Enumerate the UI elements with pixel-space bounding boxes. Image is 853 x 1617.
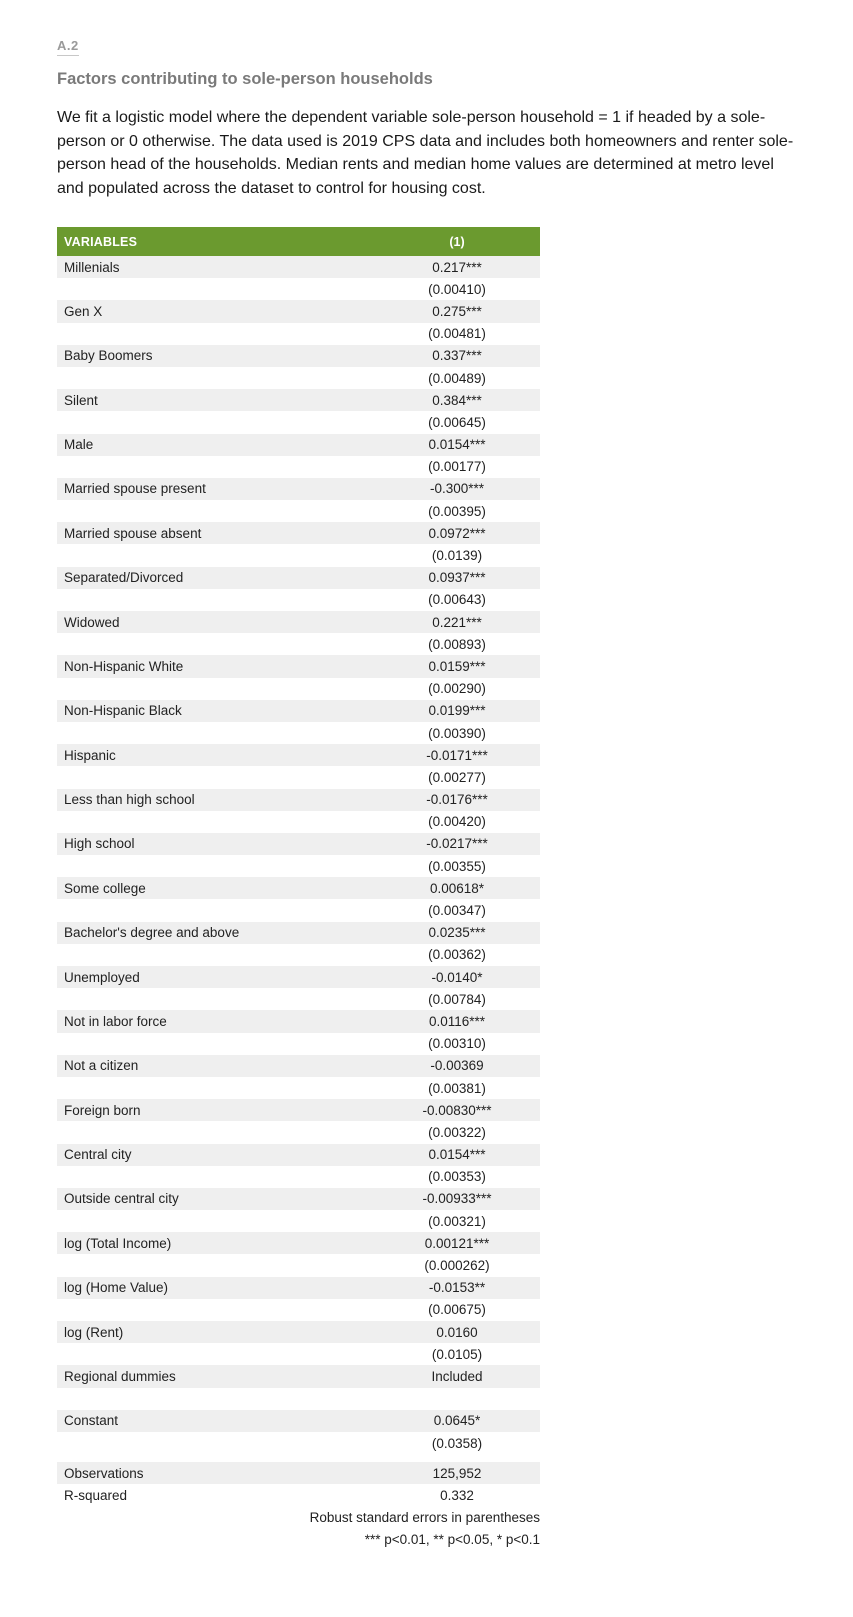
intro-paragraph: We fit a logistic model where the dependent variable sole-person household = 1 if headed by a sole-person or 0 otherwise. The data used is 2019 CPS data and includes both homeowners and renter sole-person head of the households. Median rents and median home values are determined at metro level and populated across the dataset to control for housing cost. [57, 109, 794, 197]
table-row [57, 1365, 540, 1387]
table-row-se [57, 722, 540, 744]
table-row [57, 655, 540, 677]
table-row-se [57, 855, 540, 877]
standard-error: (0.00381) [428, 1080, 486, 1096]
table-row-se [57, 1432, 540, 1454]
variable-name: Non-Hispanic Black [64, 703, 182, 719]
section-id: A.2 [57, 38, 79, 56]
standard-error: (0.00410) [428, 281, 486, 297]
table-row-se [57, 367, 540, 389]
coefficient: 0.217*** [432, 259, 482, 275]
variable-name: High school [64, 836, 135, 852]
variable-name: Silent [64, 392, 98, 408]
coefficient: 0.00618* [429, 880, 485, 896]
table-header [57, 227, 540, 256]
coefficient: 0.0199*** [428, 703, 486, 719]
standard-error: (0.00177) [428, 459, 486, 475]
coefficient: 0.0645* [433, 1413, 481, 1429]
variable-name: Unemployed [64, 969, 140, 985]
coefficient: 0.0154*** [428, 437, 486, 453]
coefficient: 0.0235*** [428, 925, 486, 941]
standard-error: (0.00489) [428, 370, 486, 386]
table-row [57, 966, 540, 988]
standard-error: (0.00321) [428, 1213, 486, 1229]
coefficient: -0.0176*** [426, 792, 488, 808]
table-row [57, 611, 540, 633]
table-body [57, 256, 540, 1454]
coefficient: -0.0153** [428, 1280, 486, 1296]
table-row [57, 922, 540, 944]
standard-error: (0.00310) [428, 1036, 486, 1052]
standard-error: (0.00893) [428, 636, 486, 652]
standard-error: (0.00355) [428, 858, 486, 874]
table-row [57, 1099, 540, 1121]
standard-error: (0.00784) [428, 991, 486, 1007]
variable-name: Non-Hispanic White [64, 658, 184, 674]
variable-name: log (Total Income) [64, 1235, 172, 1251]
table-row-se [57, 899, 540, 921]
coefficient: -0.00830*** [422, 1102, 492, 1118]
variable-name: Some college [64, 880, 146, 896]
variable-name: Widowed [64, 614, 120, 630]
table-row [57, 1010, 540, 1032]
table-row-se [57, 1033, 540, 1055]
table-row-se [57, 589, 540, 611]
table-row [57, 256, 540, 278]
table-row [57, 434, 540, 456]
header-model-1: (1) [449, 234, 465, 249]
table-row-se [57, 1210, 540, 1232]
variable-name: Male [64, 437, 94, 453]
variable-name: Regional dummies [64, 1368, 176, 1384]
table-row [57, 1321, 540, 1343]
observations-row [57, 1462, 540, 1484]
table-row-se [57, 411, 540, 433]
table-row [57, 389, 540, 411]
variable-name: log (Home Value) [64, 1280, 169, 1296]
variable-name: Gen X [64, 303, 103, 319]
variable-name: Central city [64, 1147, 132, 1163]
variable-name: Married spouse present [64, 481, 206, 497]
table-row [57, 1055, 540, 1077]
standard-error: (0.00420) [428, 814, 486, 830]
coefficient: 0.0160 [436, 1324, 478, 1340]
table-row [57, 1144, 540, 1166]
coefficient: 0.00121*** [424, 1235, 490, 1251]
table-row [57, 478, 540, 500]
variable-name: Foreign born [64, 1102, 141, 1118]
standard-error: (0.00322) [428, 1124, 486, 1140]
table-row [57, 1232, 540, 1254]
note-robust-se: Robust standard errors in parentheses [309, 1509, 540, 1525]
table-row-se [57, 1388, 540, 1410]
table-row-se [57, 944, 540, 966]
table-row-se [57, 1077, 540, 1099]
table-row-se [57, 766, 540, 788]
table-row [57, 522, 540, 544]
table-row [57, 833, 540, 855]
coefficient: 0.384*** [432, 392, 482, 408]
standard-error: (0.00675) [428, 1302, 486, 1318]
standard-error: (0.00481) [428, 326, 486, 342]
note-significance: *** p<0.01, ** p<0.05, * p<0.1 [364, 1532, 540, 1547]
coefficient: -0.00369 [430, 1058, 484, 1074]
coefficient: -0.0171*** [426, 747, 488, 763]
table-row [57, 1277, 540, 1299]
variable-name: Not in labor force [64, 1013, 167, 1029]
coefficient: -0.00933*** [422, 1191, 492, 1207]
header-variables: VARIABLES [64, 234, 138, 249]
table-row-se [57, 323, 540, 345]
standard-error: (0.0139) [431, 548, 483, 564]
variable-name: Not a citizen [64, 1058, 139, 1074]
coefficient: 0.0937*** [428, 570, 486, 586]
observations-label: Observations [64, 1465, 144, 1481]
coefficient: Included [431, 1368, 483, 1384]
observations-value: 125,952 [432, 1465, 482, 1481]
variable-name: log (Rent) [64, 1324, 124, 1340]
standard-error: (0.00645) [428, 414, 486, 430]
table-row-se [57, 544, 540, 566]
standard-error: (0.00643) [428, 592, 486, 608]
table-row [57, 567, 540, 589]
table-row-se [57, 1343, 540, 1365]
standard-error: (0.00362) [428, 947, 486, 963]
table-row-se [57, 633, 540, 655]
coefficient: 0.275*** [432, 303, 482, 319]
standard-error: (0.00390) [428, 725, 486, 741]
table-row [57, 300, 540, 322]
table-row [57, 345, 540, 367]
section-title: Factors contributing to sole-person households [57, 70, 433, 88]
standard-error: (0.00290) [428, 681, 486, 697]
table-row [57, 744, 540, 766]
table-row-se [57, 500, 540, 522]
coefficient: 0.0116*** [428, 1013, 486, 1029]
standard-error: (0.0358) [431, 1435, 483, 1451]
table-row-se [57, 1254, 540, 1276]
coefficient: -0.0140* [431, 969, 483, 985]
variable-name: Hispanic [64, 747, 116, 763]
variable-name: Bachelor's degree and above [64, 925, 240, 941]
coefficient: 0.337*** [432, 348, 482, 364]
variable-name: Constant [64, 1413, 119, 1429]
table-row [57, 700, 540, 722]
table-row-se [57, 1121, 540, 1143]
table-gap [57, 1454, 540, 1462]
standard-error: (0.000262) [424, 1258, 490, 1274]
table-row-se [57, 278, 540, 300]
table-row-se [57, 1166, 540, 1188]
coefficient: -0.0217*** [426, 836, 488, 852]
coefficient: 0.0972*** [428, 525, 486, 541]
coefficient: -0.300*** [429, 481, 485, 497]
r-squared-value: 0.332 [440, 1487, 474, 1503]
standard-error: (0.00277) [428, 769, 486, 785]
r-squared-row [57, 1484, 540, 1506]
coefficient: 0.0159*** [428, 658, 486, 674]
table-row-se [57, 811, 540, 833]
table-row [57, 1410, 540, 1432]
coefficient: 0.221*** [432, 614, 482, 630]
table-row-se [57, 1299, 540, 1321]
table-row [57, 877, 540, 899]
variable-name: Millenials [64, 259, 120, 275]
coefficient: 0.0154*** [428, 1147, 486, 1163]
regression-table [57, 227, 540, 1552]
standard-error: (0.00395) [428, 503, 486, 519]
table-row-se [57, 988, 540, 1010]
variable-name: Baby Boomers [64, 348, 153, 364]
table-row [57, 1188, 540, 1210]
table-row-se [57, 456, 540, 478]
r-squared-label: R-squared [64, 1487, 128, 1503]
table-row-se [57, 678, 540, 700]
variable-name: Married spouse absent [64, 525, 202, 541]
variable-name: Outside central city [64, 1191, 179, 1207]
table-row [57, 789, 540, 811]
standard-error: (0.0105) [431, 1346, 483, 1362]
variable-name: Less than high school [64, 792, 195, 808]
standard-error: (0.00347) [428, 903, 486, 919]
variable-name: Separated/Divorced [64, 570, 184, 586]
standard-error: (0.00353) [428, 1169, 486, 1185]
